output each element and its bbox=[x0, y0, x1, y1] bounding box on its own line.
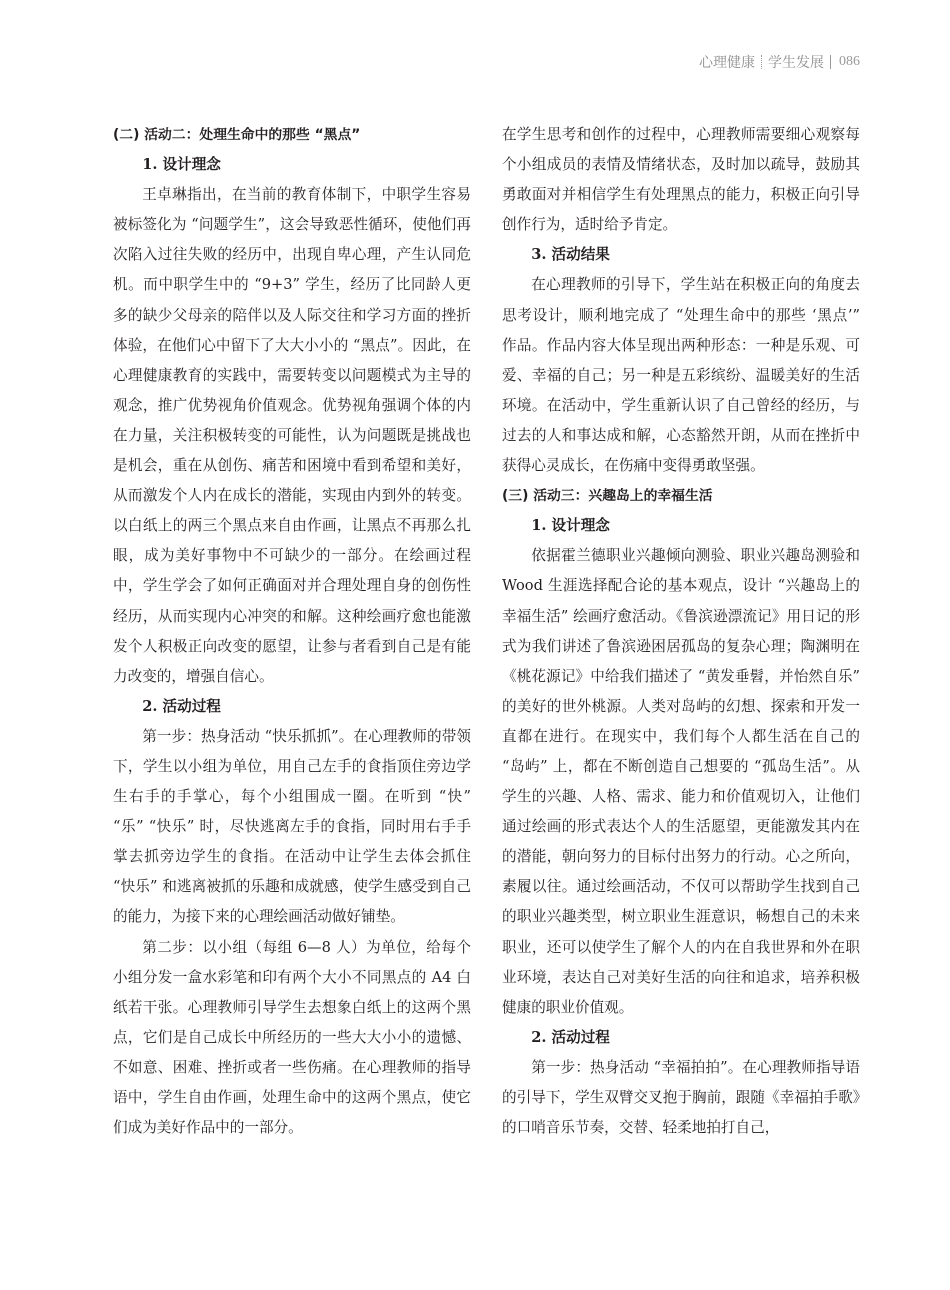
left-column bbox=[113, 120, 471, 1220]
paragraph-continued: 在学生思考和创作的过程中，心理教师需要细心观察每个小组成员的表情及情绪状态，及时加以疏导，鼓励其勇敢面对并相信学生有处理黑点的能力，积极正向引导创作行为，适时给予肯定。 bbox=[502, 126, 860, 234]
section-heading-activity-3: (三) 活动三：兴趣岛上的幸福生活 bbox=[502, 488, 713, 505]
header-subsection: 学生发展 bbox=[768, 55, 824, 71]
header-solid-divider bbox=[830, 55, 831, 69]
subheading-design-concept: 1. 设计理念 bbox=[531, 517, 610, 535]
page-number: 086 bbox=[839, 54, 860, 69]
header-section: 心理健康 bbox=[699, 55, 755, 71]
running-header bbox=[699, 52, 860, 72]
right-column bbox=[502, 120, 860, 1220]
subheading-activity-result: 3. 活动结果 bbox=[531, 246, 610, 264]
paragraph: 第一步：热身活动 “快乐抓抓”。在心理教师的带领下，学生以小组为单位，用自己左手的食指顶住旁边学生右手的手掌心，每个小组围成一圈。在听到 “快” “乐” “快乐” 时，尽快逃离左手的食指，同时用右手手掌去抓旁边学生的食指。在活动中让学生去体会抓住 “快乐” 和逃离被抓的乐趣和成就感，使学生感受到自己的能力，为接下来的心理绘画活动做好铺垫。 bbox=[113, 727, 471, 926]
subheading-activity-process: 2. 活动过程 bbox=[142, 697, 221, 715]
paragraph: 王卓琳指出，在当前的教育体制下，中职学生容易被标签化为 “问题学生”，这会导致恶性循环，使他们再次陷入过往失败的经历中，出现自卑心理，产生认同危机。而中职学生中的 “9+3” 学生，经历了比同龄人更多的缺少父母亲的陪伴以及人际交往和学习方面的挫折体验，在他们心中留下了大大小小的 “黑点”。因此，在心理健康教育的实践中，需要转变以问题模式为主导的观念，推广优势视角价值观念。优势视角强调个体的内在力量，关注积极转变的可能性，认为问题既是挑战也是机会，重在从创伤、痛苦和困境中看到希望和美好，从而激发个人内在成长的潜能，实现由内到外的转变。以白纸上的两三个黑点来自由作画，让黑点不再那么扎眼，成为美好事物中不可缺少的一部分。在绘画过程中，学生学会了如何正确面对并合理处理自身的创伤性经历，从而实现内心冲突的和解。这种绘画疗愈也能激发个人积极正向改变的愿望，让参与者看到自己是有能力改变的，增强自信心。 bbox=[113, 186, 471, 685]
paragraph: 依据霍兰德职业兴趣倾向测验、职业兴趣岛测验和 Wood 生涯选择配合论的基本观点，设计 “兴趣岛上的幸福生活” 绘画疗愈活动。《鲁滨逊漂流记》用日记的形式为我们讲述了鲁滨逊困居孤岛的复杂心理；陶渊明在《桃花源记》中给我们描述了 “黄发垂髫，并怡然自乐” 的美好的世外桃源。人类对岛屿的幻想、探索和开发一直都在进行。在现实中，我们每个人都生活在自己的 “岛屿” 上，都在不断创造自己想要的 “孤岛生活”。从学生的兴趣、人格、需求、能力和价值观切入，让他们通过绘画的形式表达个人的生活愿望，更能激发其内在的潜能，朝向努力的目标付出努力的行动。心之所向，素履以往。通过绘画活动，不仅可以帮助学生找到自己的职业兴趣类型，树立职业生涯意识，畅想自己的未来职业，还可以使学生了解个人的内在自我世界和外在职业环境，表达自己对美好生活的向往和追求，培养积极健康的职业价值观。 bbox=[502, 547, 860, 1016]
subheading-design-concept: 1. 设计理念 bbox=[142, 156, 221, 174]
paragraph: 在心理教师的引导下，学生站在积极正向的角度去思考设计，顺利地完成了 “处理生命中的那些 ‘黑点’” 作品。作品内容大体呈现出两种形态：一种是乐观、可爱、幸福的自己；另一种是五彩缤纷、温暖美好的生活环境。在活动中，学生重新认识了自己曾经的经历，与过去的人和事达成和解，心态豁然开朗，从而在挫折中获得心灵成长，在伤痛中变得勇敢坚强。 bbox=[502, 276, 860, 475]
section-heading-activity-2: (二) 活动二：处理生命中的那些 “黑点” bbox=[113, 127, 361, 143]
header-dotted-divider bbox=[761, 55, 762, 69]
paragraph: 第二步：以小组（每组 6—8 人）为单位，给每个小组分发一盒水彩笔和印有两个大小不同黑点的 A4 白纸若干张。心理教师引导学生去想象白纸上的这两个黑点，它们是自己成长中所经历的一些大大小小的遗憾、不如意、困难、挫折或者一些伤痛。在心理教师的指导语中，学生自由作画，处理生命中的这两个黑点，使它们成为美好作品中的一部分。 bbox=[113, 938, 471, 1137]
paragraph: 第一步：热身活动 “幸福拍拍”。在心理教师指导语的引导下，学生双臂交叉抱于胸前，跟随《幸福拍手歌》的口哨音乐节奏，交替、轻柔地拍打自己， bbox=[502, 1058, 860, 1137]
subheading-activity-process: 2. 活动过程 bbox=[531, 1028, 610, 1046]
